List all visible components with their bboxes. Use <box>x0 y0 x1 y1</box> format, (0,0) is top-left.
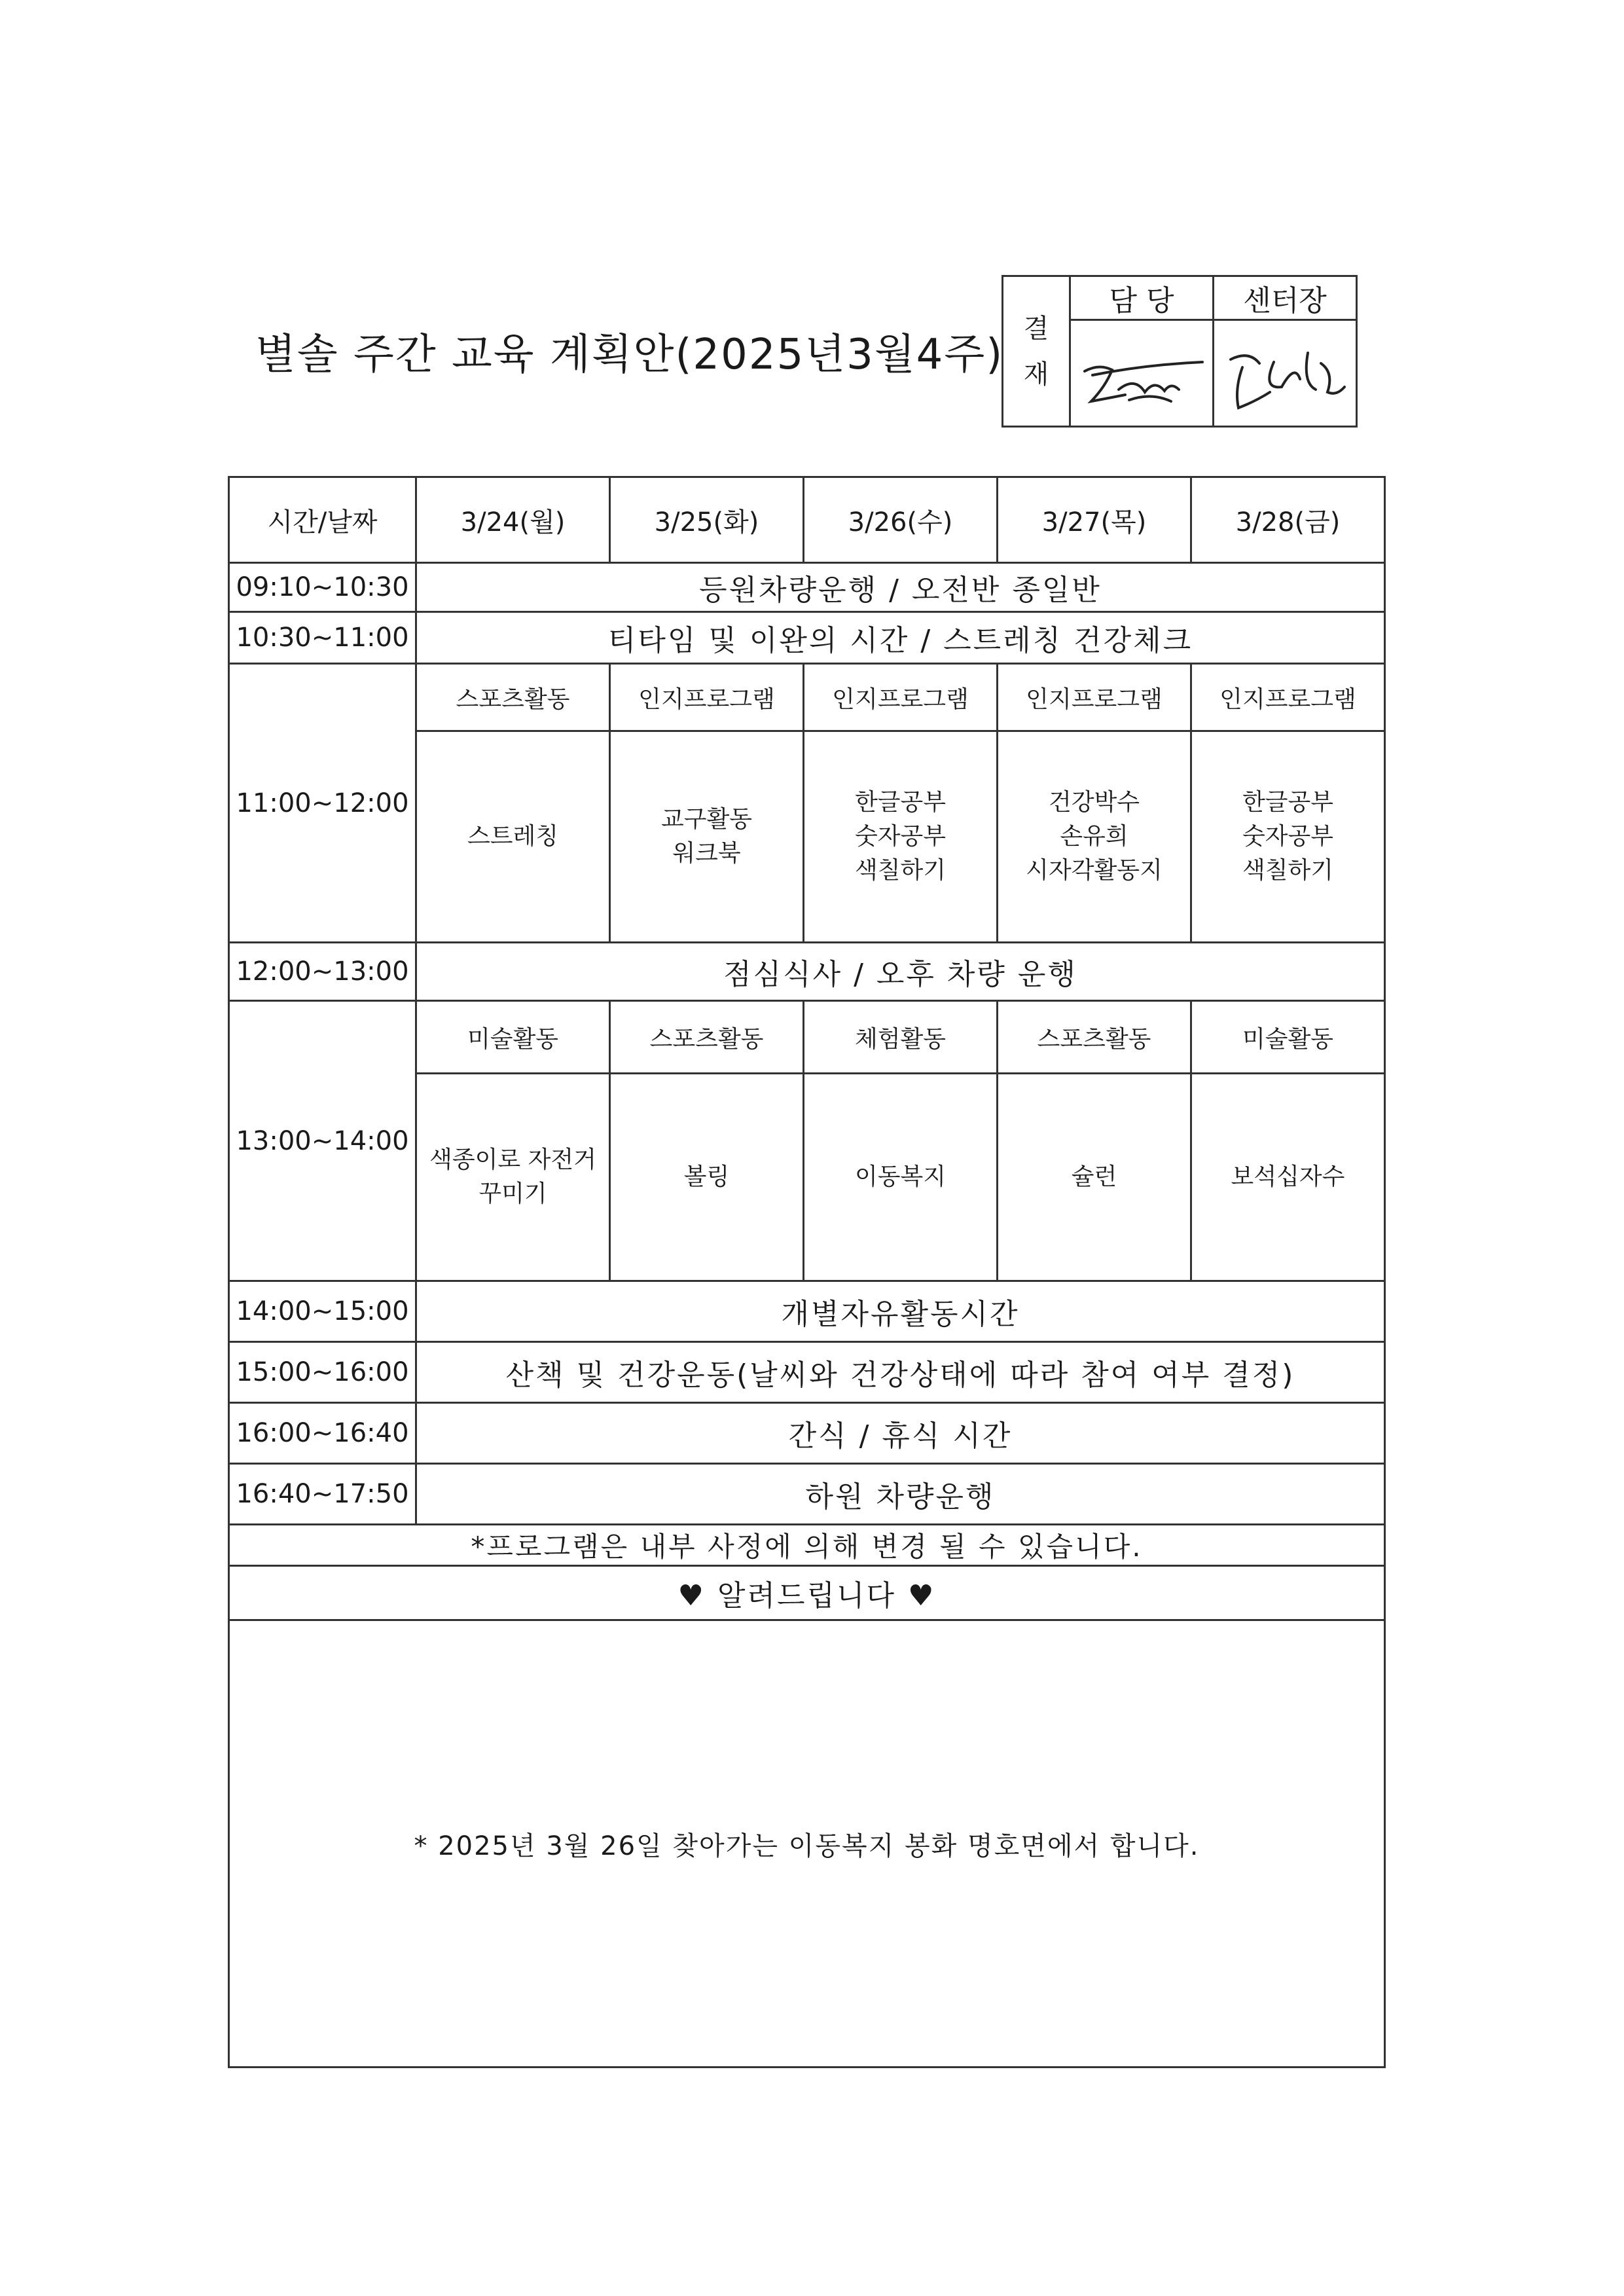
header-day-tue: 3/25(화) <box>610 477 804 563</box>
time-cell: 14:00~15:00 <box>229 1281 416 1342</box>
approval-role-director: 센터장 <box>1214 276 1357 320</box>
program-change-note: *프로그램은 내부 사정에 의해 변경 될 수 있습니다. <box>229 1525 1385 1566</box>
activity-line: 숫자공부 <box>854 823 947 850</box>
activity-cell <box>1191 1074 1385 1281</box>
category-cell: 인지프로그램 <box>998 664 1191 731</box>
notice-title-cell <box>229 1566 1385 1620</box>
activity-line: 볼링 <box>683 1163 730 1190</box>
activity-line: 색종이로 자전거 <box>429 1146 596 1173</box>
notice-body: * 2025년 3월 26일 찾아가는 이동복지 봉화 명호면에서 합니다. <box>229 1620 1385 2068</box>
notice-header-row <box>229 1566 1385 1620</box>
schedule-table <box>228 476 1386 2068</box>
activity-line: 스트레칭 <box>467 823 559 850</box>
table-row <box>229 612 1385 664</box>
time-cell: 10:30~11:00 <box>229 612 416 664</box>
time-cell: 15:00~16:00 <box>229 1342 416 1403</box>
span-cell: 개별자유활동시간 <box>416 1281 1385 1342</box>
heart-icon: ♥ <box>908 1579 936 1613</box>
activity-cell <box>804 1074 998 1281</box>
time-cell: 09:10~10:30 <box>229 563 416 612</box>
header-day-thu: 3/27(목) <box>998 477 1191 563</box>
category-cell: 체험활동 <box>804 1001 998 1074</box>
signature-manager-mark <box>1073 324 1210 422</box>
activity-line: 보석십자수 <box>1231 1163 1345 1190</box>
category-cell: 인지프로그램 <box>804 664 998 731</box>
activity-line: 한글공부 <box>854 789 947 816</box>
activity-line: 워크북 <box>672 840 741 867</box>
category-cell: 미술활동 <box>416 1001 610 1074</box>
activity-line: 숫자공부 <box>1242 823 1334 850</box>
time-cell: 16:00~16:40 <box>229 1403 416 1464</box>
activity-line: 슐런 <box>1071 1163 1117 1190</box>
activity-cell <box>416 731 610 943</box>
approval-box <box>1001 275 1358 428</box>
approval-side-label-2: 재 <box>1023 359 1049 390</box>
category-cell: 인지프로그램 <box>1191 664 1385 731</box>
activity-line: 꾸미기 <box>478 1180 547 1207</box>
time-cell: 16:40~17:50 <box>229 1464 416 1525</box>
approval-side-label-1: 결 <box>1023 313 1049 344</box>
activity-cell <box>998 1074 1191 1281</box>
header-day-wed: 3/26(수) <box>804 477 998 563</box>
signature-manager <box>1070 320 1214 427</box>
table-row <box>229 563 1385 612</box>
activity-line: 건강박수 <box>1048 789 1140 816</box>
table-row <box>229 1403 1385 1464</box>
span-cell: 등원차량운행 / 오전반 종일반 <box>416 563 1385 612</box>
notice-body-row <box>229 1620 1385 2068</box>
table-row <box>229 1281 1385 1342</box>
activity-line: 손유희 <box>1060 823 1128 850</box>
approval-side-label <box>1003 276 1070 427</box>
activity-line: 색칠하기 <box>1242 857 1334 884</box>
activity-cell <box>804 731 998 943</box>
category-cell: 스포츠활동 <box>998 1001 1191 1074</box>
activity-cell <box>416 1074 610 1281</box>
header-row <box>229 477 1385 563</box>
activity-line: 한글공부 <box>1242 789 1334 816</box>
header-day-mon: 3/24(월) <box>416 477 610 563</box>
category-cell: 스포츠활동 <box>416 664 610 731</box>
approval-role-manager: 담 당 <box>1070 276 1214 320</box>
category-cell: 인지프로그램 <box>610 664 804 731</box>
activity-cell <box>610 731 804 943</box>
table-row <box>229 1342 1385 1403</box>
time-cell: 12:00~13:00 <box>229 943 416 1001</box>
table-row <box>229 943 1385 1001</box>
activity-line: 시자각활동지 <box>1026 857 1163 884</box>
span-cell: 산책 및 건강운동(날씨와 건강상태에 따라 참여 여부 결정) <box>416 1342 1385 1403</box>
activity-line: 이동복지 <box>854 1163 947 1190</box>
activity-line: 색칠하기 <box>854 857 947 884</box>
category-cell: 스포츠활동 <box>610 1001 804 1074</box>
activity-cell <box>998 731 1191 943</box>
time-cell: 11:00~12:00 <box>229 664 416 943</box>
page-title: 별솔 주간 교육 계획안(2025년3월4주) <box>255 331 1004 379</box>
notice-title: 알려드립니다 <box>717 1579 897 1613</box>
header-time-date: 시간/날짜 <box>229 477 416 563</box>
span-cell: 티타임 및 이완의 시간 / 스트레칭 건강체크 <box>416 612 1385 664</box>
signature-director <box>1214 320 1357 427</box>
span-cell: 간식 / 휴식 시간 <box>416 1403 1385 1464</box>
span-cell: 하원 차량운행 <box>416 1464 1385 1525</box>
note-row <box>229 1525 1385 1566</box>
span-cell: 점심식사 / 오후 차량 운행 <box>416 943 1385 1001</box>
signature-director-mark <box>1216 324 1354 422</box>
table-row <box>229 664 1385 731</box>
activity-cell <box>1191 731 1385 943</box>
activity-line: 교구활동 <box>660 806 753 833</box>
table-row <box>229 1001 1385 1074</box>
table-row <box>229 1464 1385 1525</box>
heart-icon: ♥ <box>677 1579 706 1613</box>
activity-cell <box>610 1074 804 1281</box>
time-cell: 13:00~14:00 <box>229 1001 416 1281</box>
category-cell: 미술활동 <box>1191 1001 1385 1074</box>
header-day-fri: 3/28(금) <box>1191 477 1385 563</box>
